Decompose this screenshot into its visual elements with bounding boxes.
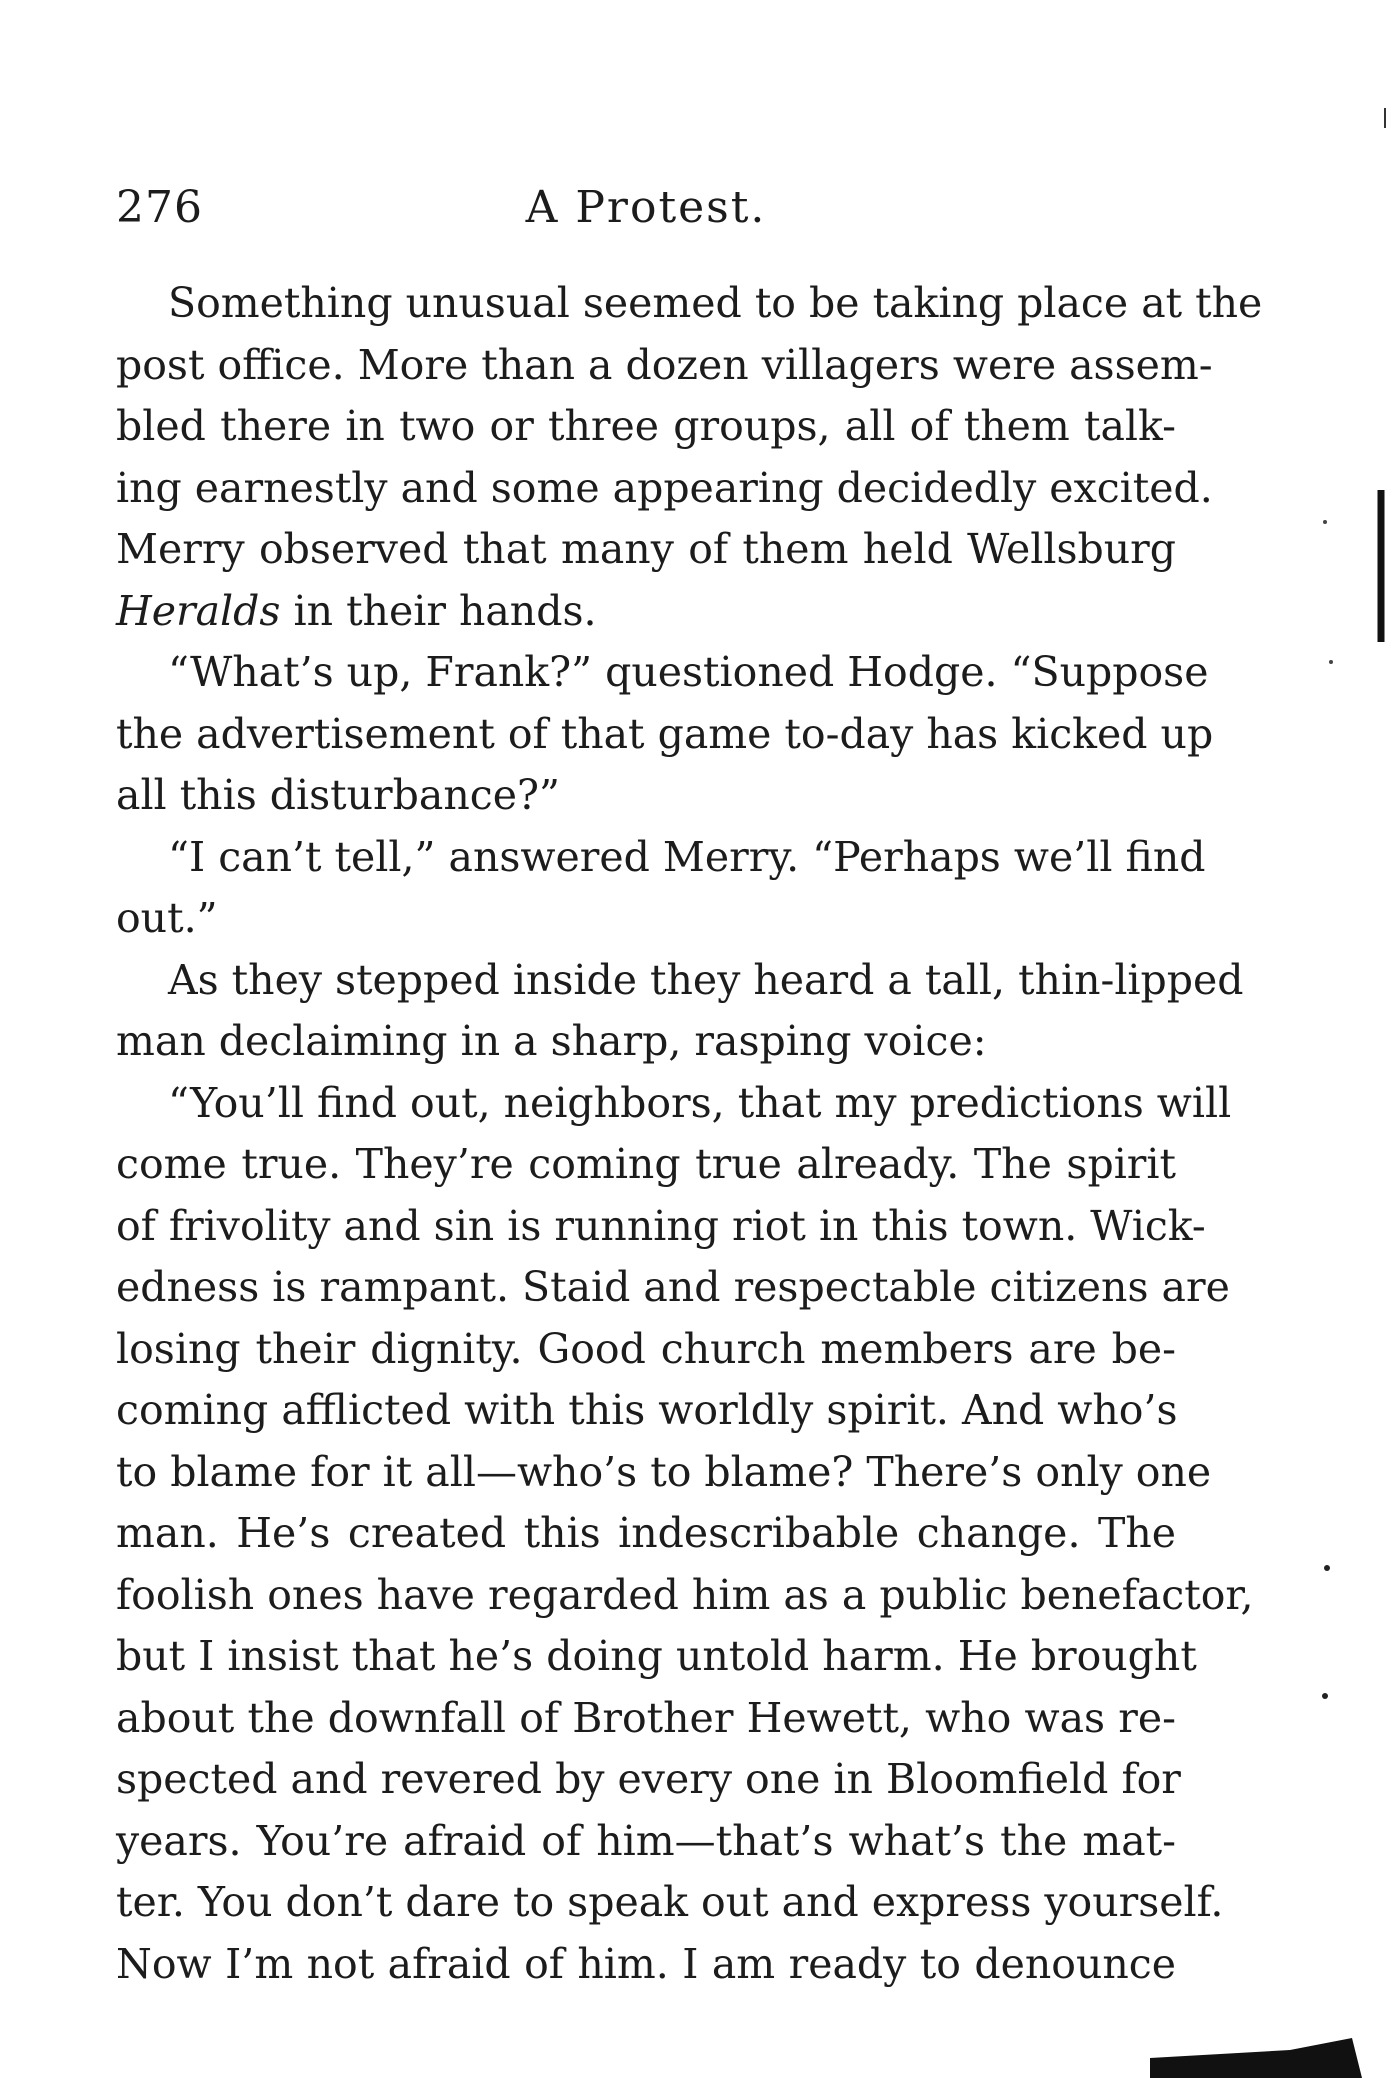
text-line: years. You’re afraid of him—that’s what’s the mat- <box>116 1816 1176 1865</box>
text-line: spected and revered by every one in Bloomfield for <box>116 1755 1181 1803</box>
text-line: “You’ll find out, neighbors, that my predictions will <box>168 1078 1232 1127</box>
text-line: out.” <box>116 894 218 942</box>
text-line: Now I’m not afraid of him. I am ready to denounce <box>116 1939 1176 1988</box>
page-curl-mark <box>1150 2038 1362 2078</box>
text-line: As they stepped inside they heard a tall, thin-lipped <box>168 955 1244 1004</box>
speck-mark <box>1323 520 1327 524</box>
italic-newspaper-name: Heralds <box>116 586 281 635</box>
text-line: “I can’t tell,” answered Merry. “Perhaps we’ll find <box>168 832 1206 881</box>
text-line: man. He’s created this indescribable change. The <box>116 1509 1176 1557</box>
text-line: Something unusual seemed to be taking place at the <box>168 279 1263 327</box>
text-line: ter. You don’t dare to speak out and express yourself. <box>116 1878 1224 1926</box>
text-line: the advertisement of that game to-day has kicked up <box>116 709 1214 758</box>
text-line: bled there in two or three groups, all of them talk- <box>116 402 1176 450</box>
text-line: “What’s up, Frank?” questioned Hodge. “Suppose <box>168 648 1209 696</box>
text-line: man declaiming in a sharp, rasping voice: <box>116 1017 987 1065</box>
text-line: post office. More than a dozen villagers were assem- <box>116 340 1213 389</box>
text-line: to blame for it all—who’s to blame? There’s only one <box>116 1447 1212 1496</box>
text-line: ing earnestly and some appearing decidedly excited. <box>116 463 1213 512</box>
text-line-rest: in their hands. <box>293 586 597 635</box>
speck-mark <box>1324 1565 1330 1571</box>
text-line <box>116 581 1176 643</box>
page-number: 276 <box>116 182 203 233</box>
running-head <box>116 182 1176 242</box>
text-line: all this disturbance?” <box>116 771 560 819</box>
text-line: come true. They’re coming true already. The spirit <box>116 1140 1176 1188</box>
speck-mark <box>1322 1693 1328 1699</box>
text-line: losing their dignity. Good church members are be- <box>116 1324 1176 1373</box>
speck-mark <box>1329 660 1333 664</box>
text-line: foolish ones have regarded him as a public benefactor, <box>116 1570 1254 1619</box>
body-text <box>116 273 1263 1995</box>
text-line: coming afflicted with this worldly spirit. And who’s <box>116 1386 1178 1434</box>
text-line: Merry observed that many of them held Wellsburg <box>116 525 1176 573</box>
text-line: edness is rampant. Staid and respectable citizens are <box>116 1263 1230 1311</box>
text-line: but I insist that he’s doing untold harm. He brought <box>116 1632 1197 1680</box>
text-line: of frivolity and sin is running riot in this town. Wick- <box>116 1201 1206 1250</box>
text-line: about the downfall of Brother Hewett, who was re- <box>116 1693 1176 1742</box>
chapter-title: A Protest. <box>525 182 767 233</box>
